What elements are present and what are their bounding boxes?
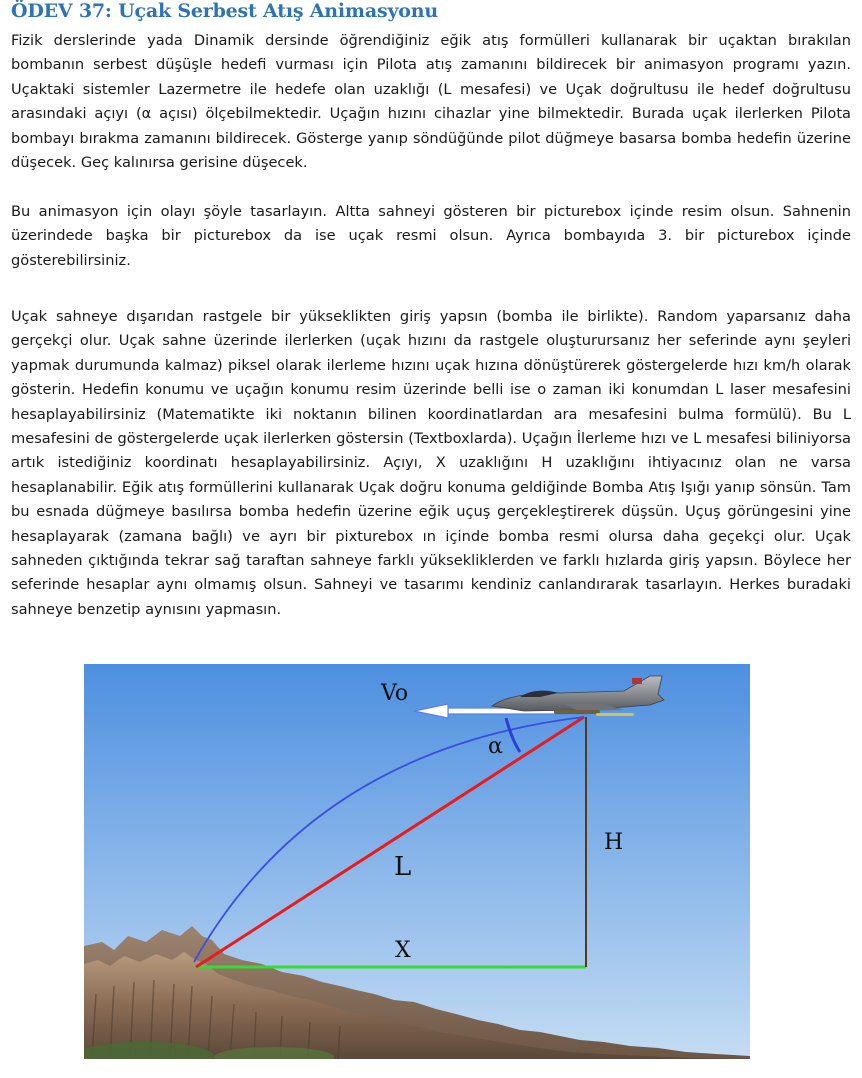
label-velocity: Vo	[381, 681, 409, 706]
paragraph-design: Bu animasyon için olayı şöyle tasarlayın. Altta sahneyi gösteren bir picturebox içinde resim olsun. Sahnenin üzerindede başka bir picturebox da ise uçak resmi olsun. Ayrıca bombayıda 3. bir picturebox içinde gösterebilirsiniz.	[11, 203, 851, 269]
paragraph-details: Uçak sahneye dışarıdan rastgele bir yükseklikten giriş yapsın (bomba ile birlikte). Random yaparsanız daha gerçekçi olur. Uçak sahne üzerinde ilerlerken (uçak hızını da rastgele oluşturursanız her seferinde aynı şeyleri yapmak durumunda kalmaz) piksel olarak ilerleme hızını uçak hızına dönüştürerek göstergelerde hızı km/h olarak gösterin. Hedefin konumu ve uçağın konumu resim üzerinde belli ise o zaman iki konumdan L laser mesafesini hesaplayabilirsiniz (Matematikte iki noktanın bilinen koordinatlardan ara mesafesini bulma formülü). Bu L mesafesini de göstergelerde uçak ilerlerken göstersin (Textboxlarda). Uçağın İlerleme hızı ve L mesafesi biliniyorsa artık istediğiniz koordinatı hesaplayabilirsiniz. Açıyı, X uzaklığını H uzaklığını ihtiyacınız olan ne varsa hesaplanabilir. Eğik atış formüllerini kullanarak Uçak doğru konuma geldiğinde Bomba Atış Işığı yanıp sönsün. Tam bu esnada düğmeye basılırsa bomba hedefin üzerine eğik uçuş gerçekleştirerek düşsün. Uçuş görüngesini yine hesaplayarak (zamana bağlı) ve ayrı bir pixturebox ın içinde bomba resmi olursa daha geçekçi olur. Uçak sahneden çıktığında tekrar sağ taraftan sahneye farklı yüksekliklerden ve farklı hızlarda giriş yapsın. Böylece her seferinde hesaplar aynı olmamış olsun. Sahneyi ve tasarımı kendiniz canlandırarak tasarlayın. Herkes buradaki sahneye benzetip aynısını yapmasın.	[11, 308, 851, 618]
paragraph-intro: Fizik derslerinde yada Dinamik dersinde öğrendiğiniz eğik atış formülleri kullanarak bir uçaktan bırakılan bombanın serbest düşüşle hedefi vurması için Pilota atış zamanını bildirecek bir animasyon programı yazın. Uçaktaki sistemler Lazermetre ile hedefe olan uzaklığı (L mesafesi) ve Uçak doğrultusu ile hedef doğrultusu arasındaki açıyı (α açısı) ölçebilmektedir. Uçağın hızını cihazlar yine bilmektedir. Burada uçak ilerlerken Pilota bombayı bırakma zamanını bildirecek. Gösterge yanıp söndüğünde pilot düğmeye basarsa bomba hedefin üzerine düşecek. Geç kalınırsa gerisine düşecek.	[11, 32, 851, 172]
label-distance: L	[394, 852, 412, 882]
assignment-title: ÖDEV 37: Uçak Serbest Atış Animasyonu	[11, 0, 438, 22]
label-angle: α	[488, 734, 503, 759]
label-horizontal: X	[395, 938, 411, 963]
label-height: H	[604, 830, 624, 855]
diagram-canvas	[84, 664, 750, 1059]
projectile-diagram	[84, 664, 750, 1059]
